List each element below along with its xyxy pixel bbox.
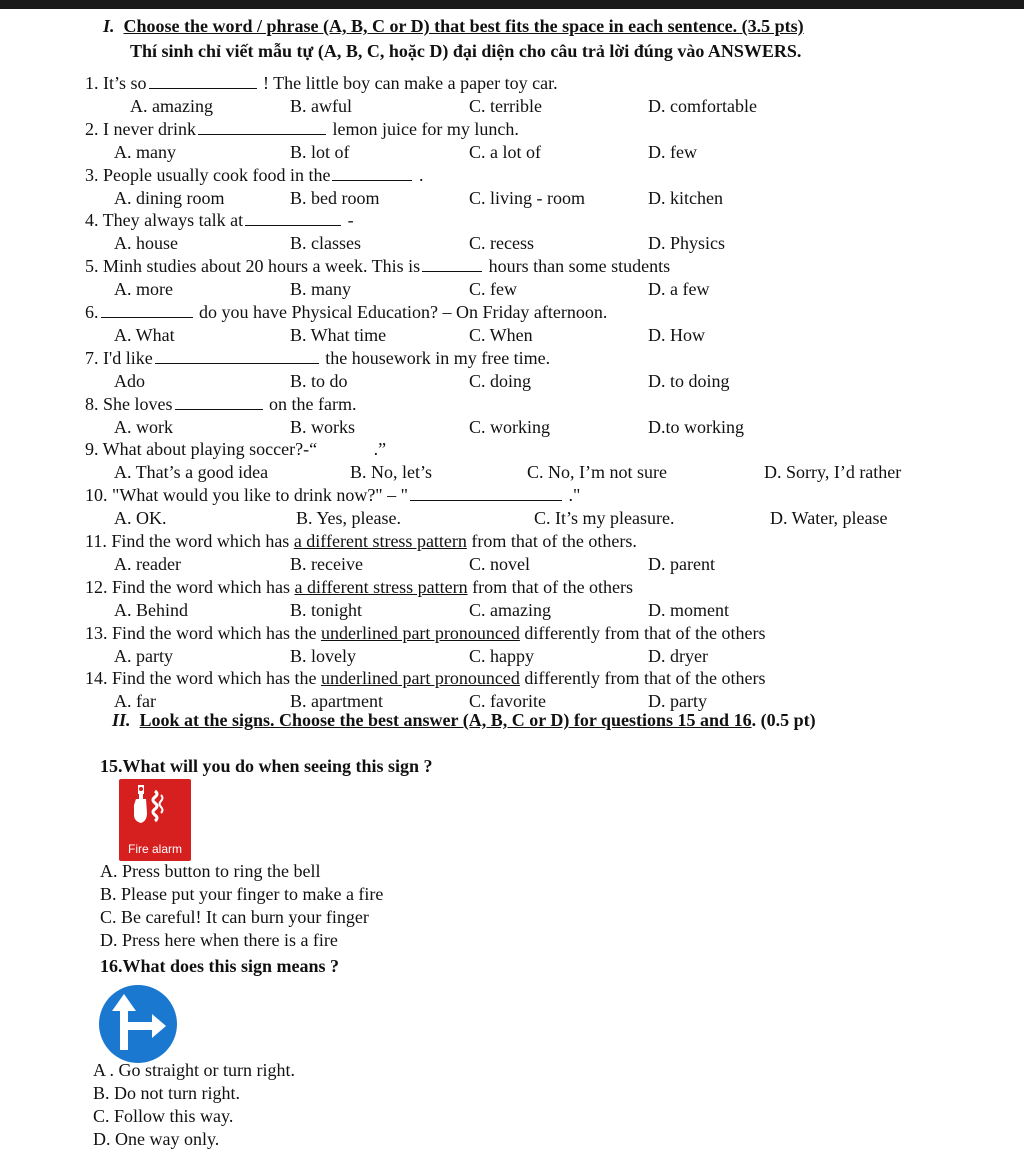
option-b[interactable]: B. awful: [290, 96, 352, 116]
option-a[interactable]: A. That’s a good idea: [114, 462, 269, 483]
option-b[interactable]: B. bed room: [290, 187, 380, 208]
question-text: 12. Find the word which has: [85, 576, 290, 597]
option-b[interactable]: B. lovely: [290, 645, 356, 666]
option-b[interactable]: B. tonight: [290, 599, 363, 620]
question-text-end: differently from that of the others: [524, 622, 766, 643]
question-text-end: ! The little boy can make a paper toy car.: [263, 73, 558, 93]
q15-option-c[interactable]: C. Be careful! It can burn your finger: [100, 907, 369, 927]
question-text: 1. It’s so: [85, 73, 147, 93]
section1-number: I.: [103, 16, 115, 36]
option-a[interactable]: A. What: [114, 325, 175, 345]
question-text: 2. I never drink: [85, 118, 196, 139]
option-b[interactable]: B. classes: [290, 233, 361, 254]
q15-option-d[interactable]: D. Press here when there is a fire: [100, 930, 338, 950]
fire-alarm-sign: [119, 779, 191, 861]
option-d[interactable]: D. Physics: [648, 233, 726, 254]
section2-title: Look at the signs. Choose the best answer (A, B, C or D) for questions 15 and 16: [139, 710, 752, 730]
option-d[interactable]: D. parent: [648, 554, 715, 574]
q15-prompt: 15.What will you do when seeing this sign ?: [100, 756, 433, 776]
answer-blank[interactable]: [422, 257, 482, 272]
option-d[interactable]: D. a few: [648, 279, 710, 300]
question-text: 9. What about playing soccer?-“: [85, 439, 318, 460]
option-c[interactable]: C. living - room: [469, 187, 585, 208]
question-text: 11. Find the word which has: [85, 531, 290, 551]
question-text-end: differently from that of the others: [524, 668, 766, 689]
question-10: [85, 484, 580, 506]
option-d[interactable]: D. Water, please: [770, 508, 888, 529]
question-text-end: .: [418, 164, 424, 185]
question-text: 6.: [85, 302, 99, 322]
answer-blank[interactable]: [245, 211, 341, 226]
option-c[interactable]: C. a lot of: [469, 141, 541, 162]
answer-blank[interactable]: [198, 120, 326, 135]
option-a[interactable]: A. reader: [114, 554, 181, 574]
section1-instruction: Thí sinh chỉ viết mẫu tự (A, B, C, hoặc D) đại diện cho câu trả lời đúng vào ANSWERS.: [130, 41, 802, 61]
answer-blank[interactable]: [410, 486, 562, 501]
option-a[interactable]: A. party: [114, 645, 173, 666]
question-text: 7. I'd like: [85, 347, 153, 368]
question-text-end: .": [568, 485, 581, 506]
option-a[interactable]: A. Behind: [114, 599, 188, 620]
option-c[interactable]: C. few: [469, 279, 517, 300]
question-7: [85, 347, 550, 369]
q16-option-d[interactable]: D. One way only.: [93, 1129, 220, 1149]
section2-heading: [112, 709, 816, 731]
option-b[interactable]: B. works: [290, 416, 356, 437]
question-4: [85, 209, 354, 231]
question-1: [85, 72, 558, 94]
option-d[interactable]: D. How: [648, 325, 705, 345]
question-8: [85, 393, 356, 415]
option-a[interactable]: A. dining room: [114, 187, 225, 208]
option-a[interactable]: A. OK.: [114, 508, 167, 529]
option-c[interactable]: C. doing: [469, 370, 532, 391]
section1-title: Choose the word / phrase (A, B, C or D) that best fits the space in each sentence. (3.5 pts): [123, 16, 804, 36]
question-2: [85, 118, 519, 140]
fire-alarm-label: Fire alarm: [127, 842, 182, 856]
option-b[interactable]: B. What time: [290, 325, 387, 345]
question-text-end: hours than some students: [488, 256, 671, 277]
fire-alarm-icon: [119, 779, 191, 843]
section1-heading: [103, 15, 804, 37]
option-d[interactable]: D. comfortable: [648, 96, 757, 116]
option-a[interactable]: A. amazing: [130, 96, 213, 116]
question-text: 14. Find the word which has the: [85, 668, 317, 689]
section2-points: . (0.5 pt): [751, 710, 816, 730]
option-c[interactable]: C. recess: [469, 233, 534, 254]
option-c[interactable]: C. happy: [469, 645, 534, 666]
option-c[interactable]: C. favorite: [469, 691, 546, 712]
question-text: 3. People usually cook food in the: [85, 164, 331, 185]
option-d[interactable]: D. few: [648, 141, 697, 162]
answer-blank[interactable]: [101, 303, 193, 318]
answer-blank[interactable]: [332, 166, 412, 181]
question-text: 13. Find the word which has the: [85, 622, 317, 643]
option-d[interactable]: D. kitchen: [648, 187, 723, 208]
underlined-phrase: underlined part pronounced: [320, 668, 520, 689]
q16-option-b[interactable]: B. Do not turn right.: [93, 1083, 240, 1103]
question-5: [85, 255, 670, 277]
question-14: [85, 667, 766, 689]
answer-blank[interactable]: [149, 74, 257, 89]
question-11: [85, 530, 637, 552]
option-c[interactable]: C. It’s my pleasure.: [534, 508, 675, 529]
straight-or-right-arrow-icon: [98, 984, 178, 1064]
option-a[interactable]: A. more: [114, 279, 173, 300]
option-b[interactable]: B. receive: [290, 554, 363, 574]
q16-option-c[interactable]: C. Follow this way.: [93, 1106, 234, 1126]
question-12: [85, 576, 633, 598]
option-d[interactable]: D. party: [648, 691, 707, 712]
worksheet-page: [0, 9, 1024, 1161]
question-9: [85, 438, 386, 460]
underlined-phrase: underlined part pronounced: [320, 622, 520, 643]
option-d[interactable]: D.to working: [648, 416, 744, 437]
option-a[interactable]: Ado: [114, 370, 145, 391]
question-text-end: do you have Physical Education? – On Friday afternoon.: [199, 302, 608, 322]
section2-number: II.: [112, 710, 131, 730]
question-6: [85, 301, 607, 323]
question-text: 4. They always talk at: [85, 210, 244, 231]
option-d[interactable]: D. dryer: [648, 645, 708, 666]
underlined-phrase: a different stress pattern: [293, 531, 467, 551]
question-13: [85, 622, 766, 644]
question-text-end: lemon juice for my lunch.: [332, 118, 519, 139]
underlined-phrase: a different stress pattern: [294, 576, 468, 597]
q16-option-a[interactable]: A . Go straight or turn right.: [93, 1060, 295, 1080]
answer-blank[interactable]: [321, 441, 365, 455]
q15-option-b[interactable]: B. Please put your finger to make a fire: [100, 884, 384, 904]
option-d[interactable]: D. to doing: [648, 370, 730, 391]
option-d[interactable]: D. moment: [648, 599, 729, 620]
option-c[interactable]: C. No, I’m not sure: [527, 462, 667, 483]
question-text: 8. She loves: [85, 393, 173, 414]
option-b[interactable]: B. Yes, please.: [296, 508, 402, 529]
question-text-end: .”: [373, 439, 387, 460]
question-3: [85, 164, 423, 186]
option-d[interactable]: D. Sorry, I’d rather: [764, 462, 902, 483]
option-b[interactable]: B. No, let’s: [350, 462, 433, 483]
question-text-end: from that of the others.: [471, 531, 637, 551]
question-text: 10. "What would you like to drink now?" – ": [85, 485, 408, 506]
option-b[interactable]: B. to do: [290, 370, 348, 391]
question-text-end: on the farm.: [269, 393, 357, 414]
option-a[interactable]: A. many: [114, 141, 176, 162]
option-c[interactable]: C. terrible: [469, 96, 542, 116]
answer-blank[interactable]: [155, 349, 319, 364]
option-a[interactable]: A. far: [114, 691, 156, 712]
question-text-end: from that of the others: [472, 576, 634, 597]
option-a[interactable]: A. work: [114, 416, 173, 437]
question-text: 5. Minh studies about 20 hours a week. This is: [85, 256, 421, 277]
option-b[interactable]: B. many: [290, 279, 351, 300]
option-c[interactable]: C. amazing: [469, 599, 551, 620]
question-text-end: the housework in my free time.: [325, 347, 551, 368]
q16-prompt: 16.What does this sign means ?: [100, 956, 340, 976]
option-a[interactable]: A. house: [114, 233, 178, 254]
option-c[interactable]: C. When: [469, 325, 533, 345]
option-c[interactable]: C. novel: [469, 554, 530, 574]
option-c[interactable]: C. working: [469, 416, 550, 437]
option-b[interactable]: B. apartment: [290, 691, 383, 712]
answer-blank[interactable]: [175, 395, 263, 410]
question-text-end: -: [347, 210, 354, 231]
option-b[interactable]: B. lot of: [290, 141, 350, 162]
q15-option-a[interactable]: A. Press button to ring the bell: [100, 861, 321, 881]
